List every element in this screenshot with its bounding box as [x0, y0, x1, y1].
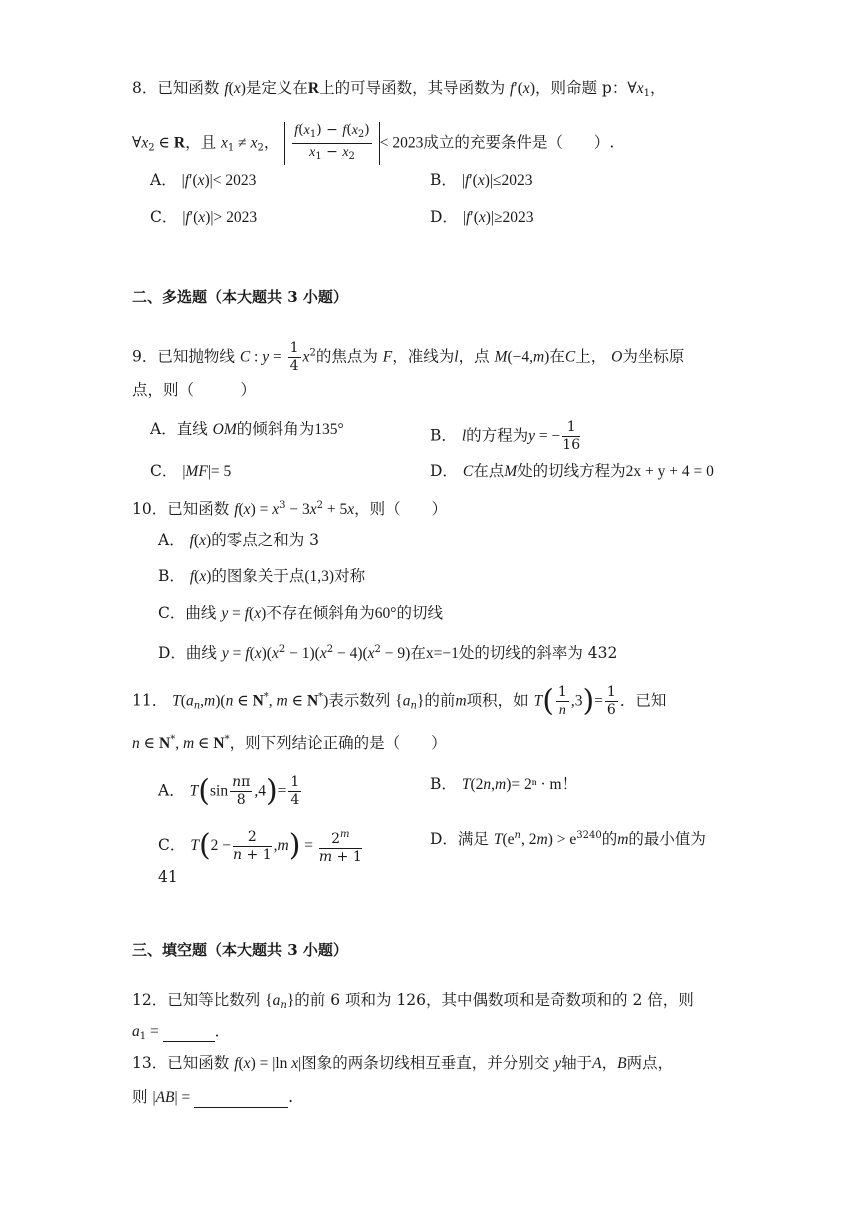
question-number: 13．: [132, 1054, 168, 1072]
option-text: 的最小值为: [628, 830, 706, 848]
question-number: 12．: [132, 991, 168, 1009]
option-label: C．曲线: [158, 604, 217, 622]
question-text: 的前: [424, 691, 456, 710]
question-9-line-1: 9．已知抛物线 C : y = $\frac{1}{4}$ $x^2$的焦点为 F，准线为l，点 M(−4,m)在C上， O为坐标原: [132, 340, 685, 374]
question-text: 项积，如: [466, 691, 529, 710]
answer-blank[interactable]: [194, 1087, 288, 1108]
option-value: > 2023: [213, 209, 258, 226]
option-label: B．: [430, 171, 457, 189]
option-label: D．曲线: [158, 644, 217, 662]
option-text: 对称: [334, 567, 366, 585]
question-12-line-2: $a_1$ = ．: [132, 1022, 231, 1042]
question-text: ，则（ ）: [354, 500, 448, 518]
q8-option-a[interactable]: A． |f′(x)|< 2023: [150, 171, 257, 189]
question-text: 已知函数: [167, 500, 230, 518]
question-text: 的前 6 项和为 126，其中偶数项和是奇数项和的 2 倍，则: [294, 991, 694, 1009]
question-8-line-2: $\forall x_2$ ∈ R，且 $x_1 \ne x_2$， $\frac{f(x_1) - f(x_2)}{x_1 - x_2}$ < 2023成立的充要条件是（ ）.: [132, 122, 614, 165]
question-10-line-1: 10．已知函数 $f(x) = x^3 - 3x^2 + 5x$，则（ ）: [132, 500, 448, 518]
q10-option-b[interactable]: B． f(x)的图象关于点(1,3)对称: [158, 567, 366, 585]
question-13-line-2: 则 |AB| = .: [132, 1088, 294, 1106]
question-number: 10．: [132, 500, 168, 518]
question-11-line-1: 11． $T(a_n,m)(n$ ∈ N*, m ∈ N*)表示数列 $\{a_n\}$的前m项积，如 T( $\frac{1}{n}$ ,3)= $\frac{1}{6}$ ．已知: [132, 683, 667, 719]
q9-option-c[interactable]: C． |MF|= 5: [150, 462, 232, 480]
option-value: ≥2023: [494, 209, 534, 226]
answer-blank[interactable]: [163, 1021, 215, 1042]
q11-option-a[interactable]: A． T(sin $\frac{n\pi}{8}$ ,4)= $\frac{1}{4}$: [158, 773, 300, 809]
option-text: 不存在倾斜角为: [266, 604, 375, 622]
option-label: A．: [150, 171, 177, 189]
option-label: C．: [150, 462, 178, 480]
option-value: (1,3): [304, 568, 335, 585]
question-text: ．已知: [619, 691, 667, 710]
option-label: C．: [150, 208, 178, 226]
q8-option-d[interactable]: D． |f′(x)|≥2023: [430, 208, 534, 226]
option-text: 的: [601, 830, 618, 848]
option-text: 的方程为: [466, 426, 529, 445]
option-text: 的图象关于点: [211, 567, 305, 585]
option-label: B．: [158, 567, 185, 585]
question-text: 轴于: [561, 1054, 593, 1072]
q10-option-c[interactable]: C．曲线 y = f(x)不存在倾斜角为60°的切线: [158, 604, 443, 622]
question-number: 9．: [132, 347, 158, 366]
question-text: 已知抛物线: [157, 347, 235, 366]
q8-option-b[interactable]: B． |f′(x)|≤2023: [430, 171, 533, 189]
option-value: 60°: [374, 605, 397, 622]
question-text: ，则命题 p：: [534, 79, 628, 97]
q9-option-a[interactable]: A．直线 OM的倾斜角为135°: [150, 420, 344, 438]
question-text: ，则下列结论正确的是（ ）: [229, 734, 447, 752]
option-label: C．: [158, 836, 186, 854]
q8-option-c[interactable]: C． |f′(x)|> 2023: [150, 208, 258, 226]
question-text: 表示数列: [328, 691, 391, 710]
option-label: B．: [430, 426, 457, 445]
question-text: 是定义在: [245, 79, 308, 97]
question-text: 上的可导函数，其导函数为: [319, 79, 506, 97]
option-label: A．: [158, 531, 185, 549]
question-text: 成立的充要条件是（ ）.: [423, 133, 615, 152]
option-value: = 5: [210, 463, 232, 480]
option-label: D．: [430, 208, 458, 226]
q9-option-d[interactable]: D． C在点M处的切线方程为2x + y + 4 = 0: [430, 462, 714, 480]
question-text: 且: [200, 133, 217, 152]
question-text: 已知函数: [167, 1054, 230, 1072]
question-11-line-2: n ∈ N*, m ∈ N*，则下列结论正确的是（ ）: [132, 734, 447, 752]
option-text: 的倾斜角为: [236, 420, 315, 438]
option-label: D．满足: [430, 830, 489, 848]
question-9-line-2: 点，则（ ）: [132, 381, 257, 399]
question-13-line-1: 13．已知函数 f(x) = |ln x|图象的两条切线相互垂直，并分别交 y轴于A，B两点，: [132, 1054, 674, 1072]
option-text: 的零点之和为 3: [211, 531, 319, 549]
option-label: D．: [430, 462, 458, 480]
option-value: < 2023: [212, 172, 257, 189]
option-value: = 2ⁿ · m！: [511, 776, 578, 793]
option-text: 处的切线方程为: [517, 462, 626, 480]
q11-option-b[interactable]: B． T(2n,m)= 2ⁿ · m！: [430, 775, 578, 793]
option-value: x=−1: [425, 645, 459, 662]
question-text: 已知等比数列: [167, 991, 261, 1009]
question-text: 则: [132, 1088, 148, 1106]
question-text: 已知函数: [157, 79, 220, 97]
option-text: 在点: [473, 462, 505, 480]
q11-option-d-continued: 41: [158, 868, 178, 886]
option-text: 的切线: [396, 604, 443, 622]
abs-fraction: $\frac{f(x_1) - f(x_2)}{x_1 - x_2}$: [284, 122, 379, 165]
question-text: 图象的两条切线相互垂直，并分别交: [301, 1054, 550, 1072]
question-number: 8．: [132, 79, 158, 97]
section-heading-fill: 三、填空题（本大题共 3 小题）: [132, 941, 348, 959]
option-value: 135°: [314, 421, 344, 438]
question-text: 为坐标原: [622, 347, 685, 366]
question-text: ．: [214, 1022, 231, 1040]
option-text: 在: [410, 644, 426, 662]
q11-option-d[interactable]: D．满足 $T(e^n$, $2m) > e^{3240}$的m的最小值为: [430, 830, 706, 848]
question-8-line-1: 8．已知函数 f(x)是定义在R上的可导函数，其导函数为 f′(x)，则命题 p：$\forall x_1$，: [132, 79, 666, 99]
option-value: 2x + y + 4 = 0: [625, 463, 714, 480]
question-text: .: [288, 1088, 294, 1106]
option-label: B．: [430, 775, 457, 793]
q10-option-d[interactable]: D．曲线 $y = f(x)(x^2 - 1)(x^2 - 4)(x^2 - 9)$在x=−1处的切线的斜率为 432: [158, 644, 618, 662]
question-text: ，准线为: [392, 347, 455, 366]
option-label: A．: [158, 781, 185, 800]
question-number: 11．: [132, 691, 168, 710]
option-label: A．直线: [150, 420, 208, 438]
question-12-line-1: 12．已知等比数列 $\{a_n\}$的前 6 项和为 126，其中偶数项和是奇数项和的 2 倍，则: [132, 991, 694, 1011]
option-value: ≤2023: [492, 172, 533, 189]
question-text: ，点: [458, 347, 490, 366]
q10-option-a[interactable]: A． f(x)的零点之和为 3: [158, 531, 319, 549]
option-text: 处的切线的斜率为 432: [458, 644, 618, 662]
q11-option-c[interactable]: C． T(2 − $\frac{2}{n + 1}$ ,m) = $\frac{2^m}{m + 1}$: [158, 828, 362, 865]
question-text: 在: [549, 347, 565, 366]
section-heading-multi: 二、多选题（本大题共 3 小题）: [132, 288, 348, 306]
question-text: 上，: [575, 347, 607, 366]
question-text: 两点，: [626, 1054, 674, 1072]
question-text: 的焦点为: [315, 347, 378, 366]
q9-option-b[interactable]: B． l的方程为y = − $\frac{1}{16}$: [430, 419, 581, 453]
